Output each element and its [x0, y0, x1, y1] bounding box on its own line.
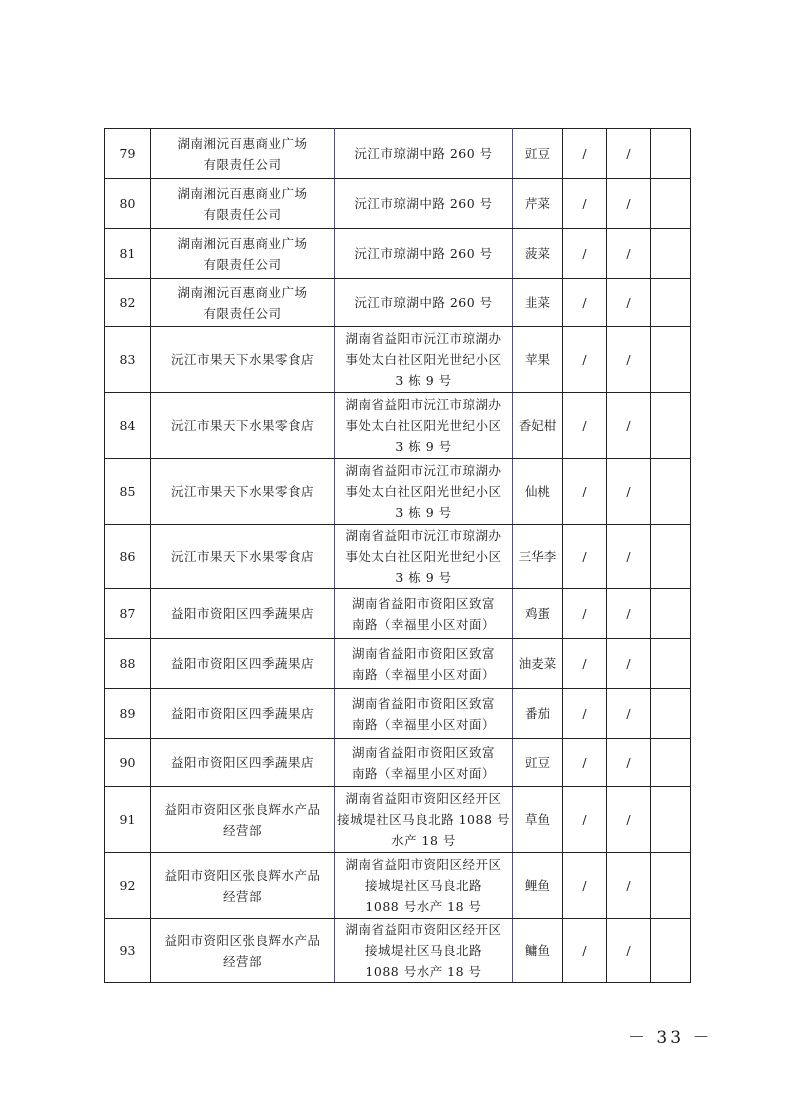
table-row — [105, 787, 691, 853]
business-address-line: 南路（幸福里小区对面） — [351, 765, 495, 781]
business-address-line: 接城堤社区马良北路 — [364, 878, 482, 893]
table-row — [105, 229, 691, 279]
remarks-cell — [651, 739, 691, 787]
business-address-line: 沅江市琼湖中路 260 号 — [354, 146, 493, 161]
business-name — [151, 179, 335, 229]
business-address-line: 南路（幸福里小区对面） — [351, 716, 495, 732]
result-col-1: / — [563, 459, 607, 525]
result-col-2: / — [607, 589, 651, 639]
remarks-cell — [651, 279, 691, 327]
business-name-line: 沅江市果天下水果零食店 — [170, 418, 314, 433]
sample-name: 豇豆 — [513, 129, 563, 179]
business-address — [335, 589, 513, 639]
row-number: 88 — [105, 639, 151, 689]
row-number: 91 — [105, 787, 151, 853]
business-name — [151, 739, 335, 787]
result-col-1: / — [563, 739, 607, 787]
sample-name: 香妃柑 — [513, 393, 563, 459]
sample-name: 苹果 — [513, 327, 563, 393]
business-name-line: 沅江市果天下水果零食店 — [170, 549, 314, 564]
result-col-2: / — [607, 853, 651, 919]
business-address-line: 湖南省益阳市资阳区致富 — [351, 595, 495, 611]
business-name — [151, 393, 335, 459]
business-name-line: 湖南湘沅百惠商业广场 — [177, 135, 308, 151]
sample-name: 三华李 — [513, 525, 563, 589]
row-number: 83 — [105, 327, 151, 393]
business-name-line: 经营部 — [222, 953, 262, 969]
business-address-line: 湖南省益阳市资阳区致富 — [351, 645, 495, 661]
business-address-line: 湖南省益阳市资阳区致富 — [351, 695, 495, 711]
remarks-cell — [651, 393, 691, 459]
business-name-line: 沅江市果天下水果零食店 — [170, 484, 314, 499]
business-name — [151, 525, 335, 589]
row-number: 80 — [105, 179, 151, 229]
business-address-line: 湖南省益阳市资阳区经开区 — [345, 922, 502, 937]
business-name — [151, 229, 335, 279]
table-row — [105, 589, 691, 639]
business-address-line: 沅江市琼湖中路 260 号 — [354, 196, 493, 211]
row-number: 84 — [105, 393, 151, 459]
business-name — [151, 129, 335, 179]
business-address-line: 3 栋 9 号 — [395, 439, 452, 454]
remarks-cell — [651, 639, 691, 689]
row-number: 93 — [105, 919, 151, 983]
table-row — [105, 129, 691, 179]
business-address — [335, 525, 513, 589]
business-address-line: 1088 号水产 18 号 — [365, 964, 482, 979]
business-address — [335, 787, 513, 853]
table-row — [105, 393, 691, 459]
row-number: 90 — [105, 739, 151, 787]
result-col-2: / — [607, 787, 651, 853]
business-address-line: 湖南省益阳市资阳区经开区 — [345, 791, 502, 806]
remarks-cell — [651, 787, 691, 853]
remarks-cell — [651, 129, 691, 179]
business-address-line: 湖南省益阳市沅江市琼湖办 — [345, 528, 502, 543]
result-col-1: / — [563, 279, 607, 327]
sample-name: 鸡蛋 — [513, 589, 563, 639]
business-address-line: 湖南省益阳市资阳区经开区 — [345, 857, 502, 872]
business-address-line: 1088 号水产 18 号 — [365, 899, 482, 914]
business-address-line: 湖南省益阳市资阳区致富 — [351, 744, 495, 760]
row-number: 92 — [105, 853, 151, 919]
row-number: 89 — [105, 689, 151, 739]
result-col-1: / — [563, 179, 607, 229]
result-col-2: / — [607, 393, 651, 459]
row-number: 81 — [105, 229, 151, 279]
business-name-line: 湖南湘沅百惠商业广场 — [177, 235, 308, 251]
business-name-line: 益阳市资阳区四季蔬果店 — [170, 656, 314, 671]
business-name-line: 益阳市资阳区张良辉水产品 — [164, 801, 321, 817]
business-name-line: 湖南湘沅百惠商业广场 — [177, 185, 308, 201]
remarks-cell — [651, 589, 691, 639]
table-row — [105, 179, 691, 229]
result-col-2: / — [607, 919, 651, 983]
business-name-line: 益阳市资阳区四季蔬果店 — [170, 606, 314, 621]
business-name — [151, 689, 335, 739]
sample-name: 芹菜 — [513, 179, 563, 229]
business-name — [151, 639, 335, 689]
business-name-line: 益阳市资阳区张良辉水产品 — [164, 867, 321, 883]
sample-name: 菠菜 — [513, 229, 563, 279]
business-name — [151, 919, 335, 983]
business-name-line: 有限责任公司 — [203, 206, 282, 222]
result-col-1: / — [563, 525, 607, 589]
inspection-table — [104, 128, 691, 983]
result-col-2: / — [607, 129, 651, 179]
business-name-line: 经营部 — [222, 822, 262, 838]
result-col-1: / — [563, 229, 607, 279]
row-number: 85 — [105, 459, 151, 525]
business-name — [151, 459, 335, 525]
sample-name: 韭菜 — [513, 279, 563, 327]
sample-name: 仙桃 — [513, 459, 563, 525]
result-col-1: / — [563, 787, 607, 853]
business-address-line: 南路（幸福里小区对面） — [351, 616, 495, 632]
business-address — [335, 919, 513, 983]
remarks-cell — [651, 919, 691, 983]
result-col-2: / — [607, 229, 651, 279]
business-name-line: 沅江市果天下水果零食店 — [170, 352, 314, 367]
business-address — [335, 129, 513, 179]
remarks-cell — [651, 853, 691, 919]
business-name — [151, 279, 335, 327]
business-address-line: 湖南省益阳市沅江市琼湖办 — [345, 331, 502, 346]
result-col-2: / — [607, 639, 651, 689]
business-address — [335, 229, 513, 279]
business-address-line: 3 栋 9 号 — [395, 570, 452, 585]
row-number: 79 — [105, 129, 151, 179]
business-address — [335, 179, 513, 229]
business-address-line: 事处太白社区阳光世纪小区 — [345, 418, 502, 433]
result-col-2: / — [607, 327, 651, 393]
business-address — [335, 689, 513, 739]
result-col-1: / — [563, 393, 607, 459]
business-address-line: 3 栋 9 号 — [395, 505, 452, 520]
business-name-line: 有限责任公司 — [203, 156, 282, 172]
table-row — [105, 689, 691, 739]
result-col-2: / — [607, 459, 651, 525]
business-address-line: 接城堤社区马良北路 1088 号 — [337, 812, 510, 827]
remarks-cell — [651, 229, 691, 279]
result-col-1: / — [563, 639, 607, 689]
business-name — [151, 787, 335, 853]
business-address — [335, 739, 513, 787]
business-address-line: 湖南省益阳市沅江市琼湖办 — [345, 397, 502, 412]
business-address-line: 湖南省益阳市沅江市琼湖办 — [345, 463, 502, 478]
business-address-line: 事处太白社区阳光世纪小区 — [345, 352, 502, 367]
business-name-line: 湖南湘沅百惠商业广场 — [177, 284, 308, 300]
table-row — [105, 739, 691, 787]
remarks-cell — [651, 689, 691, 739]
business-name-line: 益阳市资阳区张良辉水产品 — [164, 932, 321, 948]
result-col-1: / — [563, 853, 607, 919]
business-name-line: 益阳市资阳区四季蔬果店 — [170, 706, 314, 721]
business-address-line: 南路（幸福里小区对面） — [351, 666, 495, 682]
business-address — [335, 327, 513, 393]
remarks-cell — [651, 327, 691, 393]
page-number: － 33 － — [628, 1028, 713, 1048]
business-address-line: 接城堤社区马良北路 — [364, 943, 482, 958]
table-row — [105, 853, 691, 919]
row-number: 82 — [105, 279, 151, 327]
remarks-cell — [651, 459, 691, 525]
business-address — [335, 459, 513, 525]
business-address-line: 事处太白社区阳光世纪小区 — [345, 549, 502, 564]
business-name — [151, 853, 335, 919]
result-col-1: / — [563, 589, 607, 639]
business-address — [335, 639, 513, 689]
sample-name: 草鱼 — [513, 787, 563, 853]
business-name — [151, 589, 335, 639]
sample-name: 豇豆 — [513, 739, 563, 787]
result-col-2: / — [607, 689, 651, 739]
row-number: 86 — [105, 525, 151, 589]
business-address-line: 3 栋 9 号 — [395, 373, 452, 388]
result-col-2: / — [607, 739, 651, 787]
business-address — [335, 853, 513, 919]
business-address-line: 事处太白社区阳光世纪小区 — [345, 484, 502, 499]
sample-name: 鲤鱼 — [513, 853, 563, 919]
remarks-cell — [651, 525, 691, 589]
table-body — [105, 129, 691, 983]
sample-name: 油麦菜 — [513, 639, 563, 689]
result-col-2: / — [607, 525, 651, 589]
table-row — [105, 459, 691, 525]
row-number: 87 — [105, 589, 151, 639]
result-col-2: / — [607, 279, 651, 327]
business-address-line: 沅江市琼湖中路 260 号 — [354, 246, 493, 261]
business-address-line: 沅江市琼湖中路 260 号 — [354, 295, 493, 310]
result-col-1: / — [563, 919, 607, 983]
remarks-cell — [651, 179, 691, 229]
table-row — [105, 525, 691, 589]
table-row — [105, 639, 691, 689]
business-name-line: 有限责任公司 — [203, 305, 282, 321]
table-row — [105, 919, 691, 983]
business-name — [151, 327, 335, 393]
business-name-line: 经营部 — [222, 888, 262, 904]
result-col-1: / — [563, 327, 607, 393]
table-row — [105, 327, 691, 393]
business-address-line: 水产 18 号 — [391, 833, 456, 848]
table-row — [105, 279, 691, 327]
business-name-line: 有限责任公司 — [203, 256, 282, 272]
business-address — [335, 279, 513, 327]
sample-name: 鳙鱼 — [513, 919, 563, 983]
business-name-line: 益阳市资阳区四季蔬果店 — [170, 755, 314, 770]
business-address — [335, 393, 513, 459]
result-col-2: / — [607, 179, 651, 229]
result-col-1: / — [563, 129, 607, 179]
sample-name: 番茄 — [513, 689, 563, 739]
result-col-1: / — [563, 689, 607, 739]
